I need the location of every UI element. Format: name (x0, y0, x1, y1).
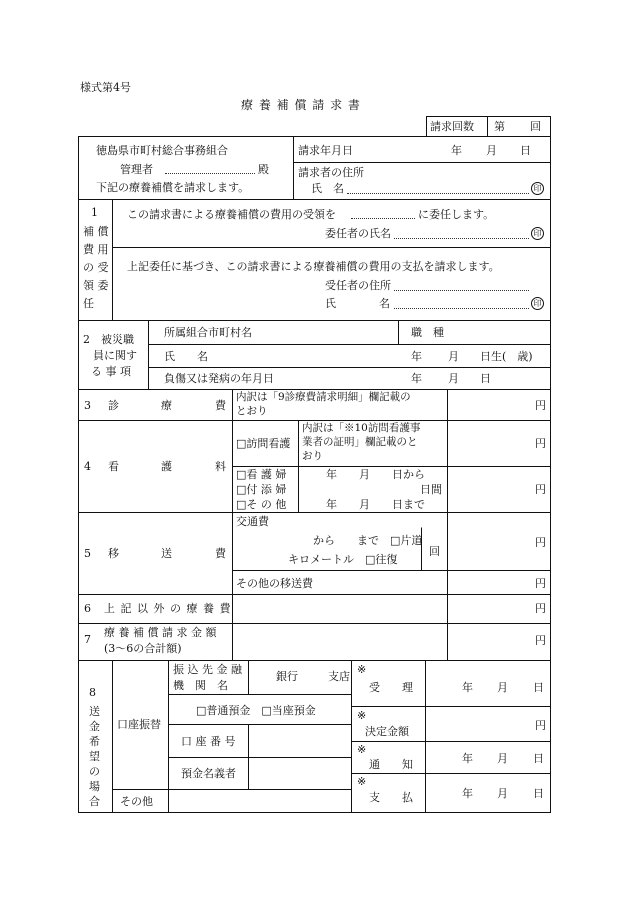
date-year: 年 (451, 144, 462, 157)
decided-amount-label: 決定金額 (365, 725, 409, 738)
section8-vertical-label: 送金希望の場合 (89, 705, 100, 808)
section3-number: 3 (84, 399, 91, 412)
delegatee-name-line[interactable] (394, 308, 529, 309)
account-type-checkboxes[interactable]: □普通預金 □当座預金 (196, 704, 316, 717)
claimant-address-label: 請求者の住所 (298, 166, 364, 179)
section6-label: 6 上 記 以 外 の 療 養 費 (84, 602, 232, 615)
section5-number: 5 (84, 547, 91, 560)
section3-label-b: 療 (161, 399, 172, 412)
received-year: 年 (462, 681, 473, 694)
claimant-name-line[interactable] (347, 193, 529, 194)
received-month: 月 (497, 681, 508, 694)
received-label: 受 理 (369, 681, 413, 694)
delegatee-name-b: 名 (379, 297, 390, 310)
tono-label: 殿 (258, 163, 269, 176)
section7-number: 7 (84, 633, 91, 646)
date-label: 請求年月日 (298, 144, 353, 157)
period-days: 日間 (420, 483, 442, 496)
claim-count-prefix: 第 (494, 120, 505, 133)
period-from: 年 月 日から (326, 468, 425, 481)
other-transport-yen: 円 (535, 577, 546, 590)
affiliation-label: 所属組合市町村名 (164, 326, 252, 339)
account-number-label: 口 座 番 号 (181, 735, 236, 748)
transport-label: 交通費 (236, 515, 269, 528)
transport-route[interactable]: から まで □片道 (313, 534, 423, 547)
section6-yen: 円 (535, 602, 546, 615)
bank-suffix: 銀行 (276, 670, 298, 683)
delegatee-address-label: 受任者の住所 (325, 279, 391, 292)
notice-year: 年 (462, 752, 473, 765)
notice-label: 通 知 (369, 758, 413, 771)
office-mark-1: ※ (357, 663, 367, 676)
delegatee-name-a: 氏 (325, 297, 336, 310)
nurse-checkbox[interactable]: □看 護 婦 (236, 468, 287, 481)
paid-label: 支 払 (369, 791, 413, 804)
request-text-section1: 上記委任に基づき、この請求書による療養補償の費用の支払を請求します。 (127, 260, 500, 273)
section7-yen: 円 (535, 634, 546, 647)
section1-label-5: 任 (83, 297, 94, 310)
bank-label-a: 振 込 先 金 融 (173, 663, 242, 676)
request-text: 下記の療養補償を請求します。 (96, 181, 250, 194)
bank-label-b: 機 関 名 (173, 679, 228, 692)
notice-day: 日 (533, 752, 544, 765)
account-holder-label: 預金名義者 (181, 767, 236, 780)
delegatee-address-line[interactable] (394, 290, 529, 291)
section3-label-a: 診 (108, 399, 119, 412)
section3-yen: 円 (535, 399, 546, 412)
transport-distance[interactable]: キロメートル □往復 (288, 553, 398, 566)
injury-day: 日 (480, 372, 491, 385)
date-month: 月 (486, 144, 497, 157)
branch-suffix: 支店 (328, 670, 350, 683)
office-mark-4: ※ (357, 775, 367, 788)
claimant-name-label: 氏 名 (311, 182, 344, 195)
section1-label-1: 補 償 (83, 225, 109, 238)
delegator-name-line[interactable] (394, 238, 529, 239)
account-transfer-label: 口座振替 (117, 718, 161, 731)
claim-count-suffix: 回 (530, 120, 541, 133)
office-mark-2: ※ (357, 709, 367, 722)
seal-icon: 印 (531, 227, 544, 240)
section1-label-4: 領 委 (83, 279, 109, 292)
section4-label-b: 護 (161, 460, 172, 473)
birth-month: 月 (448, 350, 459, 363)
injury-month: 月 (448, 372, 459, 385)
manager-label: 管理者 (120, 163, 153, 176)
section4-label-c: 料 (215, 460, 226, 473)
transport-times: 回 (429, 545, 440, 558)
section7-sub: (3〜6の合計額) (104, 642, 182, 655)
job-label: 職 種 (411, 326, 444, 339)
section1-number: 1 (91, 206, 98, 219)
section2-label-1: 2 被災職 (83, 333, 134, 346)
paid-day: 日 (533, 787, 544, 800)
seal-icon: 印 (531, 182, 544, 195)
date-day: 日 (520, 144, 531, 157)
section3-detail-2: とおり (236, 405, 268, 417)
other-checkbox[interactable]: □そ の 他 (236, 498, 287, 511)
visit-detail-1: 内訳は「※10訪問看護事 (302, 422, 421, 434)
delegate-line[interactable] (351, 218, 415, 219)
birth-day-age: 日生( 歳) (480, 350, 533, 363)
seal-icon: 印 (531, 297, 544, 310)
section4-number: 4 (84, 460, 91, 473)
decided-amount-yen: 円 (535, 719, 546, 732)
section8-number: 8 (89, 686, 96, 699)
section5-label-b: 送 (161, 547, 172, 560)
paid-year: 年 (462, 787, 473, 800)
office-mark-3: ※ (357, 743, 367, 756)
delegate-text-a: この請求書による療養補償の費用の受領を (127, 208, 336, 221)
delegate-text-b: に委任します。 (418, 208, 495, 221)
union-name: 徳島県市町村総合事務組合 (96, 144, 228, 157)
victim-name-label: 氏 名 (164, 350, 208, 363)
period-until: 年 月 日まで (326, 498, 425, 511)
section5-yen: 円 (535, 536, 546, 549)
attendant-checkbox[interactable]: □付 添 婦 (236, 483, 287, 496)
section5-label-a: 移 (108, 547, 119, 560)
other-method-label: その他 (120, 795, 153, 808)
section1-label-2: 費 用 (83, 243, 109, 256)
paid-month: 月 (497, 787, 508, 800)
other-transport-label: その他の移送費 (236, 577, 313, 590)
form-title: 療 養 補 償 請 求 書 (241, 98, 361, 112)
section5-label-c: 費 (215, 547, 226, 560)
received-day: 日 (533, 681, 544, 694)
birth-year: 年 (411, 350, 422, 363)
section3-label-c: 費 (215, 399, 226, 412)
form-number: 様式第4号 (80, 81, 131, 94)
visit-detail-3: おり (302, 450, 323, 462)
section4-yen-visit: 円 (535, 437, 546, 450)
section1-label-3: の 受 (83, 261, 109, 274)
visit-detail-2: 業者の証明」欄記載のと (302, 436, 418, 448)
manager-line[interactable] (165, 173, 255, 174)
injury-year: 年 (411, 372, 422, 385)
section4-label-a: 看 (108, 460, 119, 473)
section7-label: 療 養 補 償 請 求 金 額 (104, 626, 217, 639)
injury-date-label: 負傷又は発病の年月日 (164, 372, 274, 385)
notice-month: 月 (497, 752, 508, 765)
claim-count-label: 請求回数 (430, 120, 474, 133)
section2-label-3: る 事 項 (91, 365, 131, 378)
delegator-name-label: 委任者の氏名 (325, 227, 391, 240)
visit-nursing-checkbox[interactable]: □訪問看護 (236, 437, 291, 450)
section3-detail-1: 内訳は「9診療費請求明細」欄記載の (236, 391, 411, 403)
section2-label-2: 員に関す (93, 349, 137, 362)
section4-yen: 円 (535, 483, 546, 496)
